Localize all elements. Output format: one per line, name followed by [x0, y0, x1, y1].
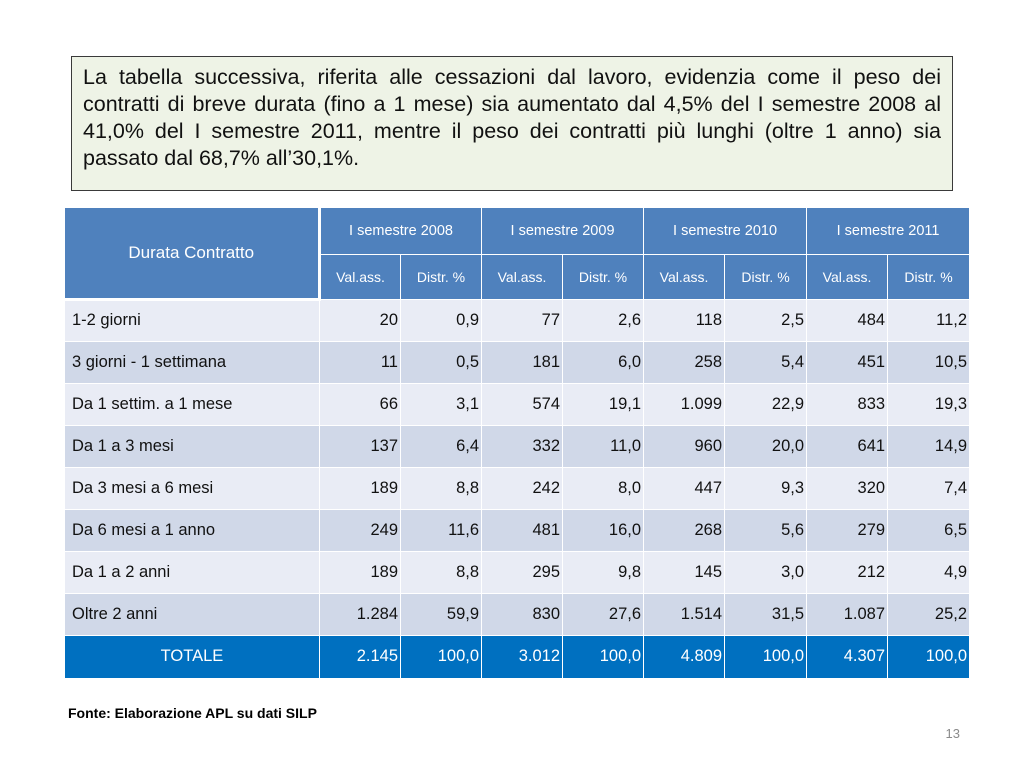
- row-label: Da 3 mesi a 6 mesi: [65, 467, 320, 509]
- table-cell: 10,5: [888, 341, 970, 383]
- table-cell: 66: [320, 383, 401, 425]
- total-cell: 2.145: [320, 635, 401, 678]
- total-cell: 3.012: [482, 635, 563, 678]
- table-cell: 11: [320, 341, 401, 383]
- row-label: Da 1 a 3 mesi: [65, 425, 320, 467]
- table-cell: 2,6: [563, 299, 644, 341]
- table-row: [65, 509, 970, 551]
- table-cell: 9,8: [563, 551, 644, 593]
- total-row: [65, 635, 970, 678]
- table-cell: 1.514: [644, 593, 725, 635]
- table-cell: 3,1: [401, 383, 482, 425]
- table-cell: 447: [644, 467, 725, 509]
- valass-header: Val.ass.: [482, 254, 563, 299]
- table-cell: 481: [482, 509, 563, 551]
- table-cell: 11,6: [401, 509, 482, 551]
- table-cell: 20: [320, 299, 401, 341]
- table-cell: 0,5: [401, 341, 482, 383]
- table-cell: 6,5: [888, 509, 970, 551]
- table-cell: 19,3: [888, 383, 970, 425]
- table-cell: 189: [320, 467, 401, 509]
- total-cell: 100,0: [888, 635, 970, 678]
- distr-header: Distr. %: [563, 254, 644, 299]
- table-cell: 279: [807, 509, 888, 551]
- valass-header: Val.ass.: [644, 254, 725, 299]
- table-cell: 59,9: [401, 593, 482, 635]
- table-cell: 574: [482, 383, 563, 425]
- page-number: 13: [945, 726, 960, 741]
- duration-column-header: Durata Contratto: [65, 208, 320, 299]
- table-cell: 249: [320, 509, 401, 551]
- table-row: [65, 593, 970, 635]
- table-row: [65, 383, 970, 425]
- table-cell: 484: [807, 299, 888, 341]
- table-cell: 11,2: [888, 299, 970, 341]
- table-cell: 242: [482, 467, 563, 509]
- table-cell: 137: [320, 425, 401, 467]
- table-cell: 960: [644, 425, 725, 467]
- table-cell: 2,5: [725, 299, 807, 341]
- table-cell: 14,9: [888, 425, 970, 467]
- row-label: Da 1 a 2 anni: [65, 551, 320, 593]
- table-cell: 20,0: [725, 425, 807, 467]
- table-cell: 833: [807, 383, 888, 425]
- table-cell: 332: [482, 425, 563, 467]
- table-cell: 145: [644, 551, 725, 593]
- table-cell: 0,9: [401, 299, 482, 341]
- valass-header: Val.ass.: [320, 254, 401, 299]
- table-cell: 6,0: [563, 341, 644, 383]
- table-cell: 9,3: [725, 467, 807, 509]
- table-cell: 7,4: [888, 467, 970, 509]
- table-cell: 268: [644, 509, 725, 551]
- contract-duration-table: [64, 208, 970, 679]
- semester-header-row: [65, 208, 970, 254]
- table-cell: 212: [807, 551, 888, 593]
- valass-header: Val.ass.: [807, 254, 888, 299]
- table-cell: 830: [482, 593, 563, 635]
- table-cell: 3,0: [725, 551, 807, 593]
- row-label: Da 1 settim. a 1 mese: [65, 383, 320, 425]
- table-row: [65, 341, 970, 383]
- table-cell: 11,0: [563, 425, 644, 467]
- semester-header: I semestre 2010: [644, 208, 807, 254]
- table-cell: 27,6: [563, 593, 644, 635]
- table-cell: 8,8: [401, 467, 482, 509]
- intro-text-box: La tabella successiva, riferita alle cessazioni dal lavoro, evidenzia come il peso dei contratti di breve durata (fino a 1 mese) sia aumentato dal 4,5% del I semestre 2008 al 41,0% del I semestre 2011, mentre il peso dei contratti più lunghi (oltre 1 anno) sia passato dal 68,7% all’30,1%.: [71, 56, 953, 191]
- total-cell: 100,0: [563, 635, 644, 678]
- table-cell: 16,0: [563, 509, 644, 551]
- table-cell: 641: [807, 425, 888, 467]
- table-cell: 320: [807, 467, 888, 509]
- table-cell: 25,2: [888, 593, 970, 635]
- distr-header: Distr. %: [401, 254, 482, 299]
- total-cell: 100,0: [401, 635, 482, 678]
- table-row: [65, 551, 970, 593]
- table-cell: 1.099: [644, 383, 725, 425]
- table-cell: 77: [482, 299, 563, 341]
- table-cell: 1.284: [320, 593, 401, 635]
- semester-header: I semestre 2011: [807, 208, 970, 254]
- table-cell: 181: [482, 341, 563, 383]
- table-cell: 295: [482, 551, 563, 593]
- semester-header: I semestre 2009: [482, 208, 644, 254]
- total-cell: 4.307: [807, 635, 888, 678]
- row-label: 3 giorni - 1 settimana: [65, 341, 320, 383]
- row-label: Oltre 2 anni: [65, 593, 320, 635]
- table-cell: 189: [320, 551, 401, 593]
- table-cell: 19,1: [563, 383, 644, 425]
- total-cell: 4.809: [644, 635, 725, 678]
- table-row: [65, 425, 970, 467]
- table-cell: 8,0: [563, 467, 644, 509]
- table-cell: 31,5: [725, 593, 807, 635]
- total-label: TOTALE: [65, 635, 320, 678]
- table-cell: 451: [807, 341, 888, 383]
- row-label: Da 6 mesi a 1 anno: [65, 509, 320, 551]
- table-cell: 258: [644, 341, 725, 383]
- total-cell: 100,0: [725, 635, 807, 678]
- table-cell: 22,9: [725, 383, 807, 425]
- table-cell: 4,9: [888, 551, 970, 593]
- distr-header: Distr. %: [888, 254, 970, 299]
- table-cell: 118: [644, 299, 725, 341]
- semester-header: I semestre 2008: [320, 208, 482, 254]
- table-cell: 6,4: [401, 425, 482, 467]
- table-cell: 8,8: [401, 551, 482, 593]
- table-cell: 1.087: [807, 593, 888, 635]
- table-row: [65, 467, 970, 509]
- table-cell: 5,4: [725, 341, 807, 383]
- source-note: Fonte: Elaborazione APL su dati SILP: [68, 705, 317, 721]
- table-cell: 5,6: [725, 509, 807, 551]
- distr-header: Distr. %: [725, 254, 807, 299]
- table-row: [65, 299, 970, 341]
- row-label: 1-2 giorni: [65, 299, 320, 341]
